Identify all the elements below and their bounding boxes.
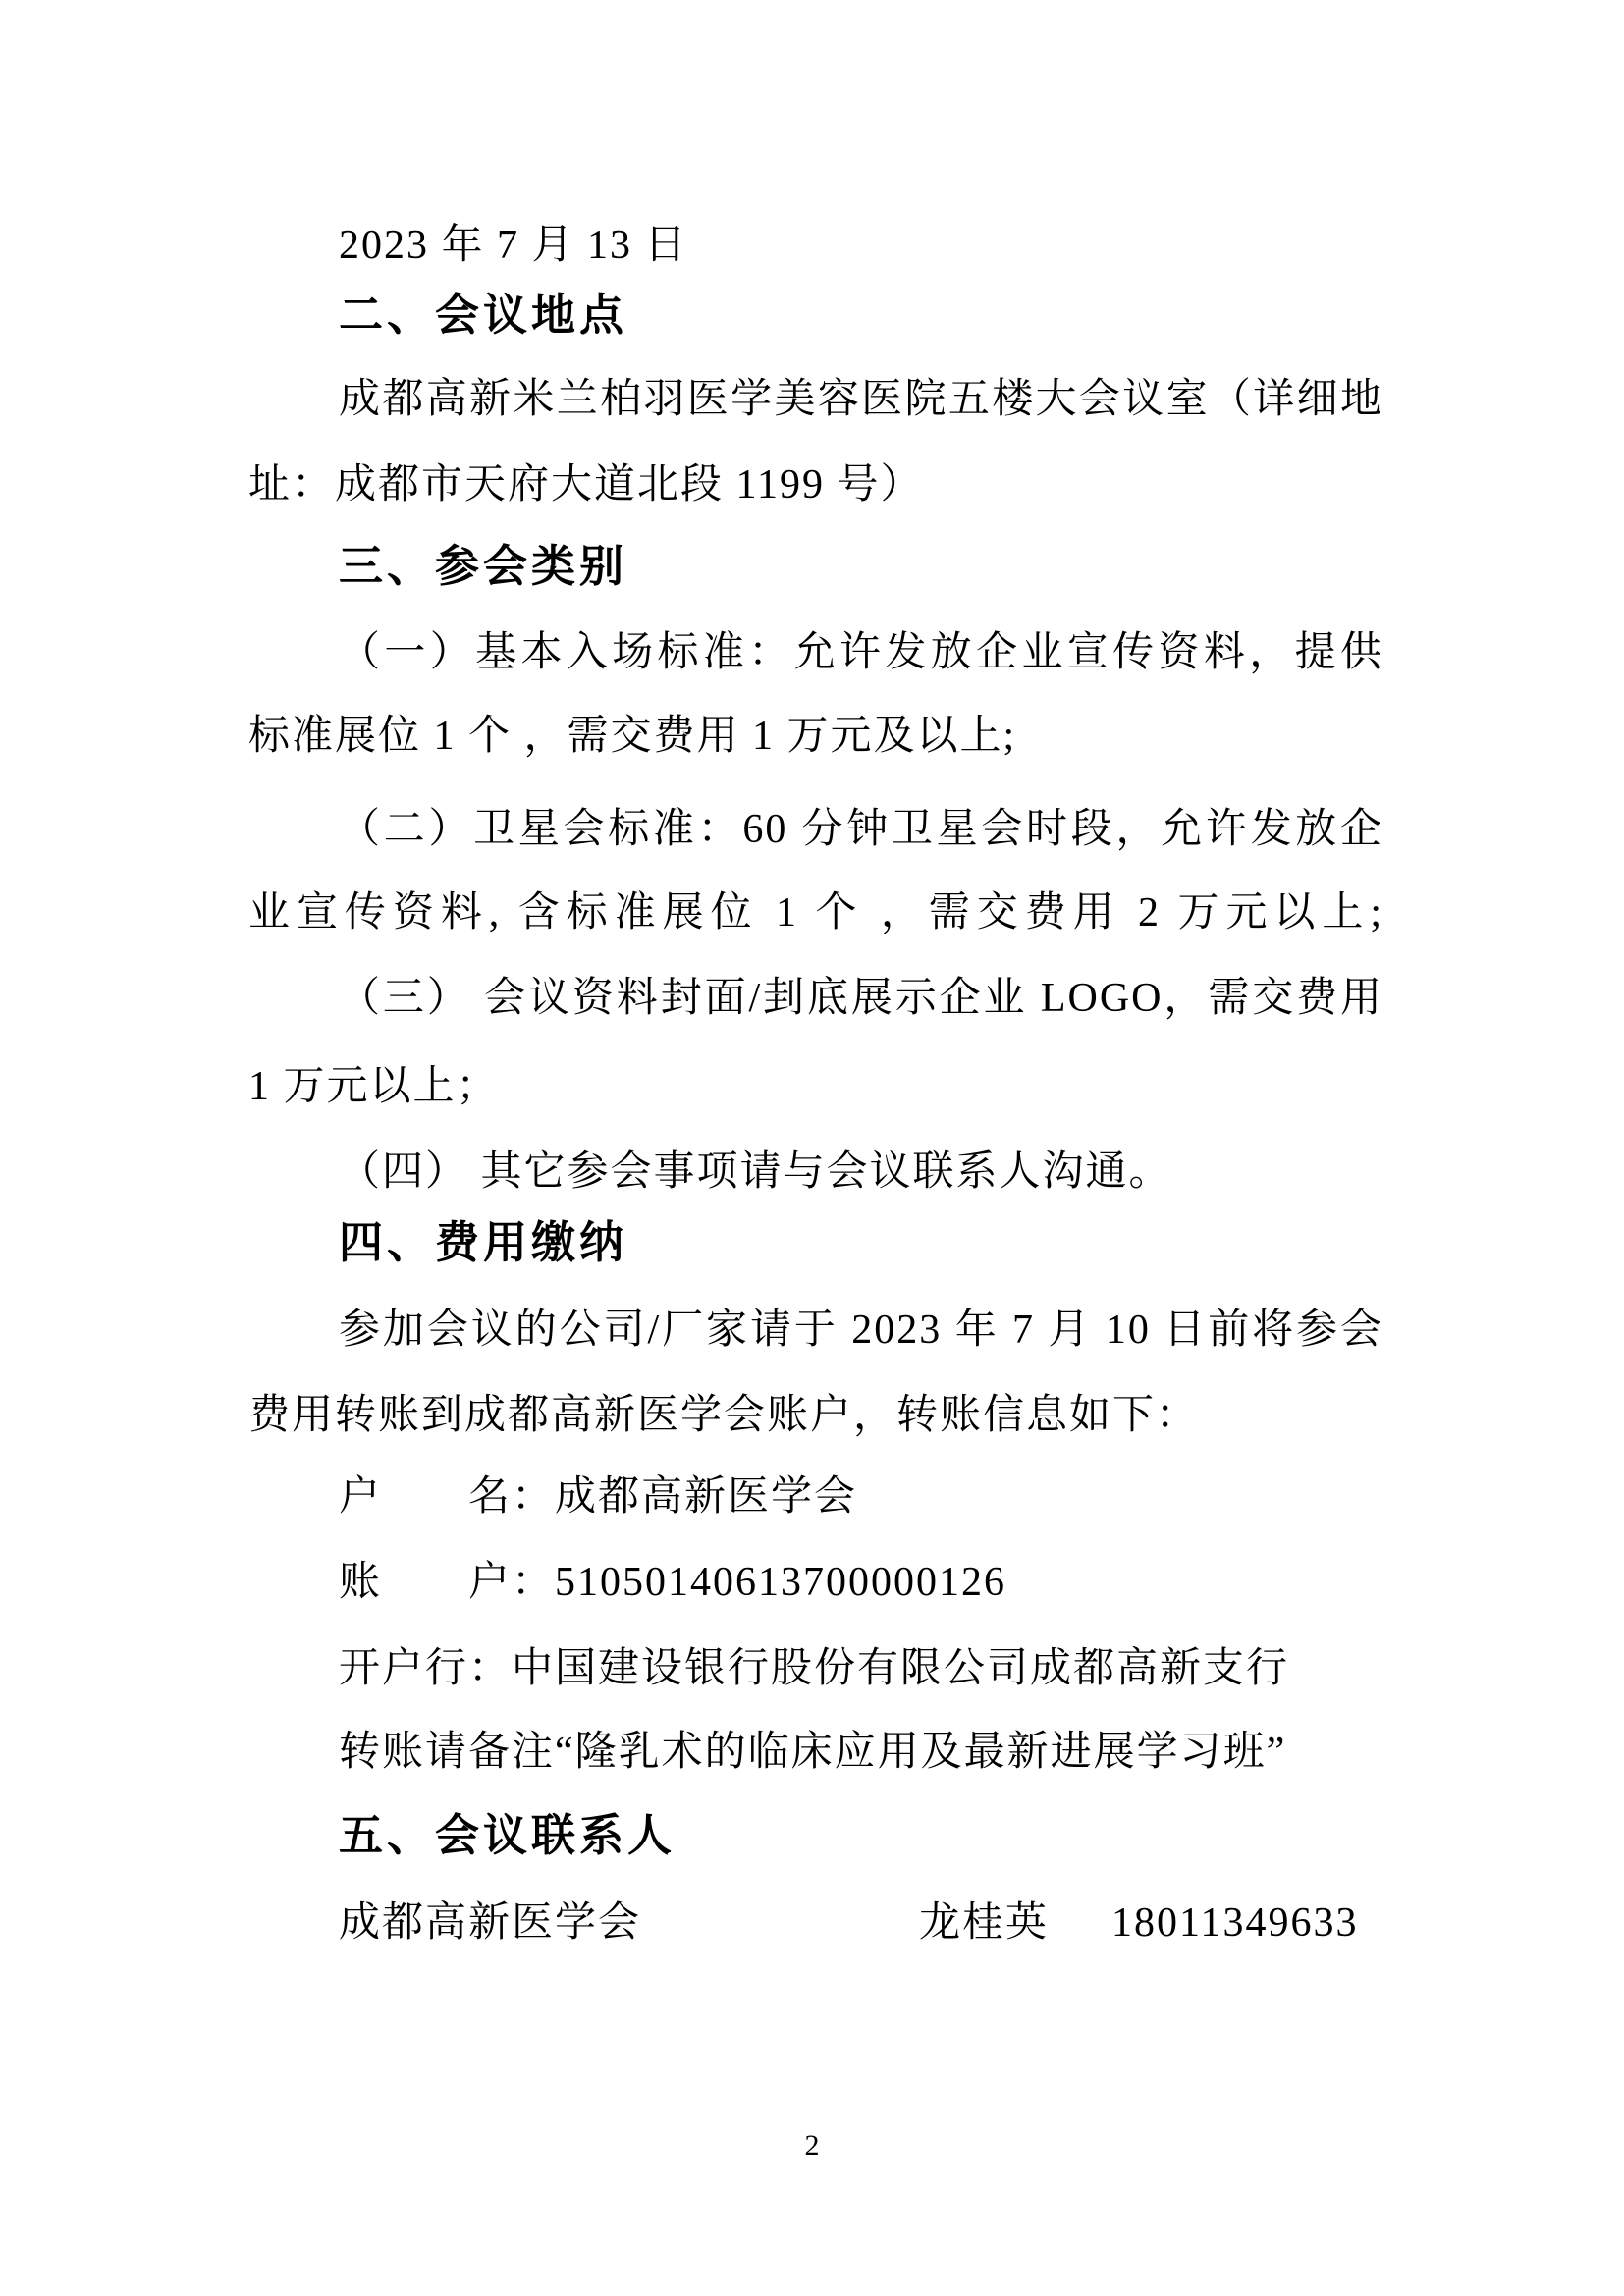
payment-line-1: 参加会议的公司/厂家请于 2023 年 7 月 10 日前将参会 [339, 1308, 1383, 1353]
heading-venue: 二、会议地点 [339, 290, 628, 340]
venue-line-2: 址：成都市天府大道北段 1199 号） [248, 462, 924, 507]
bank-line: 开户行：中国建设银行股份有限公司成都高新支行 [339, 1646, 1290, 1691]
contact-org: 成都高新医学会 [339, 1900, 642, 1946]
contact-name: 龙桂英 [919, 1900, 1050, 1946]
heading-categories: 三、参会类别 [339, 541, 628, 591]
category-2-line-2: 业宣传资料, 含标准展位 1 个 ，需交费用 2 万元以上; [248, 890, 1383, 935]
category-3-line-1: （三） 会议资料封面/刲底展示企业 LOGO，需交费用 [339, 976, 1383, 1021]
date-line: 2023 年 7 月 13 日 [339, 223, 688, 268]
heading-payment: 四、费用缴纳 [339, 1217, 628, 1267]
category-2-line-1: （二）卫星会标准：60 分钟卫星会时段，允许发放企 [339, 807, 1383, 852]
contact-phone: 18011349633 [1111, 1900, 1359, 1946]
heading-contacts: 五、会议联系人 [339, 1810, 677, 1860]
payment-line-2: 费用转账到成都高新医学会账户，转账信息如下： [248, 1393, 1200, 1438]
category-4-line: （四） 其它参会事项请与会议联系人沟通。 [339, 1149, 1172, 1195]
account-number-line: 账 户：51050140613700000126 [339, 1560, 1007, 1605]
category-1-line-2: 标准展位 1 个 ，需交费用 1 万元及以上; [248, 714, 1017, 759]
venue-line-1: 成都高新米兰柏羽医学美容医院五楼大会议室（详细地 [339, 377, 1383, 422]
transfer-note-line: 转账请备注“隆乳术的临床应用及最新进展学习班” [339, 1730, 1287, 1775]
category-1-line-1: （一）基本入场标准：允许发放企业宣传资料，提供 [339, 630, 1383, 675]
category-3-line-2: 1 万元以上； [248, 1064, 500, 1109]
contact-line [248, 1897, 1383, 1949]
account-name-line: 户 名：成都高新医学会 [339, 1474, 858, 1520]
page-number: 2 [804, 2129, 820, 2162]
